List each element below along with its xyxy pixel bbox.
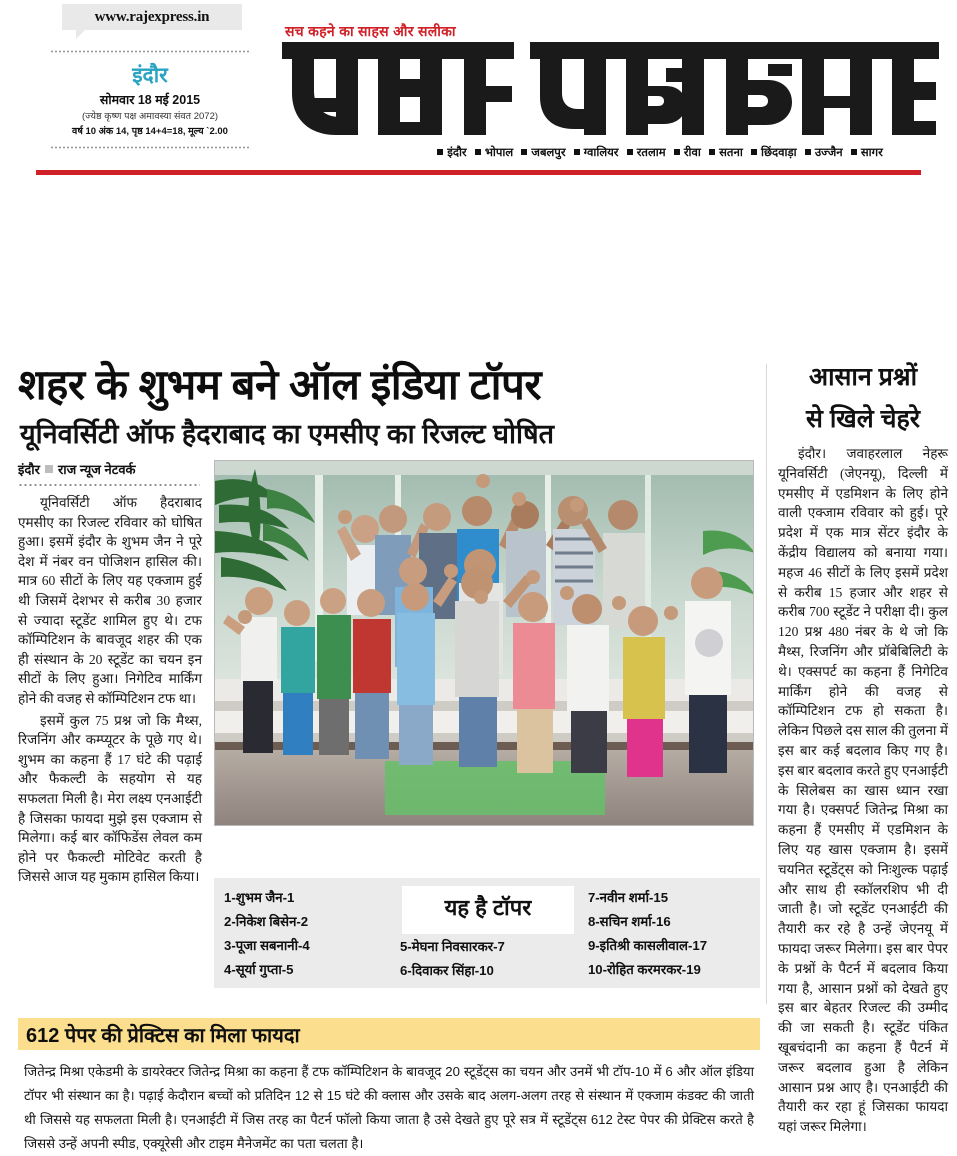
lead-subheadline: यूनिवर्सिटी ऑफ हैदराबाद का एमसीए का रिजल्ट घोषित bbox=[20, 419, 555, 449]
side-story-headline-line2: से खिले चेहरे bbox=[805, 405, 921, 433]
bullet-square-icon bbox=[674, 149, 680, 155]
city-item: रतलाम bbox=[636, 147, 666, 159]
topper-list-item: 10-रोहित करमरकर-19 bbox=[587, 962, 701, 977]
city-item: ग्वालियर bbox=[583, 147, 619, 159]
topper-list-item: 1-शुभम जैन-1 bbox=[224, 890, 295, 905]
bullet-square-icon bbox=[805, 149, 811, 155]
topper-list-item: 6-दिवाकर सिंहा-10 bbox=[399, 963, 494, 978]
byline-source: राज न्यूज नेटवर्क bbox=[57, 462, 136, 477]
newspaper-logo bbox=[278, 36, 943, 136]
band-story-title: 612 पेपर की प्रेक्टिस का मिला फायदा bbox=[26, 1024, 300, 1047]
city-item: छिंदवाड़ा bbox=[761, 147, 797, 159]
newspaper-tagline: सच कहने का साहस और सलीका bbox=[285, 23, 456, 39]
lead-columns bbox=[18, 460, 760, 889]
bullet-square-icon bbox=[437, 149, 443, 155]
city-item: सागर bbox=[860, 147, 883, 159]
bullet-square-icon bbox=[851, 149, 857, 155]
byline-dotted-rule bbox=[18, 483, 200, 487]
lead-photo-column bbox=[214, 460, 760, 889]
topper-list-item: 4-सूर्या गुप्ता-5 bbox=[224, 962, 294, 977]
bullet-square-icon bbox=[475, 149, 481, 155]
edition-issue-price: वर्ष 10 अंक 14, पृष्ठ 14+4=18, मूल्य `2.00 bbox=[72, 126, 228, 137]
band-story-body: जितेन्द्र मिश्रा एकेडमी के डायरेक्टर जितेन्द्र मिश्रा का कहना हैं टफ कॉम्पिटिशन के बावजूद 20 स्टूडेंट्स का चयन और उनमें भी टॉप-10 में 6 और ऑल इंडिया टॉपर भी संस्थान का है। पढ़ाई केदौरान बच्चों को प्रतिदिन 12 से 15 घंटे की क्लास और उसके बाद अलग-अलग तरह से संस्थान में एक्जाम कंडक्ट की जाती थी जिससे यह सफलता मिली है। एनआईटी में जिस तरह का पैटर्न फॉलो किया जाता है उसे देखते हुए पूरे सत्र में स्टूडेंट्स 612 टेस्ट पेपर की प्रेक्टिस करते है जिससे उन्हें अपनी स्पीड, एक्यूरेसी और टाइम मैनेजमेंट का पता चलता है। bbox=[24, 1064, 754, 1151]
edition-info-box bbox=[50, 48, 250, 151]
bullet-square-icon bbox=[574, 149, 580, 155]
masthead-red-rule bbox=[36, 170, 921, 175]
city-item: उज्जैन bbox=[814, 147, 843, 159]
side-story-paragraph: इंदौर। जवाहरलाल नेहरू यूनिवर्सिटी (जेएनयू), दिल्ली में एमसीए में एडमिशन के लिए होने वाली एक्जाम रविवार को हुई। पूरे प्रदेश में एक मात्र सेंटर इंदौर के केंद्रीय विद्यालय को बनाया गया। महज 46 सीटों के लिए इसमें प्रदेश से करीब 15 हजार और शहर से करीब 700 स्टूडेंट ने परीक्षा दी। कुल 120 प्रश्न 480 नंबर के थे जो कि मैथ्स, रिजनिंग और प्रॉबेबिलिटी के थे। एक्सपर्ट का कहना हैं निगेटिव मार्किंग होने की वजह से कॉम्पिटिशन टफ हो सकता है। लेकिन पिछले दस साल की तुलना में इस बार कई बदलाव किए गए है। इस बार बदलाव करते हुए एनआईटी के सिलेबस का खास ध्यान रखा गया है। एक्सपर्ट जितेन्द्र मिश्रा का कहना हैं एमसीए में एडमिशन के लिए यह खास एक्जाम है। इसमें चयनित स्टूडेंट्स को निःशुल्क पढ़ाई और साथ ही स्कॉलरशिप भी दी जाती है। जो स्टूडेंट एनआईटी की तैयारी कर रहे है उन्हें जेएनयू में फायदा जरूर मिलेगा। इस बार पेपर के प्रश्नों के पैटर्न में बदलाव किया गया है, आसान प्रश्नों को देखते हुए इस बार बेहतर रिजल्ट की उम्मीद की जा सकती है। स्टूडेंट पंकित खूबचंदानी का कहना हैं पैटर्न में जरूर बदलाव हुआ है लेकिन आसान प्रश्न आए है। एनआईटी की तैयारी कर रहा हूं जिसका फायदा यहां जरूर मिलेगा। bbox=[778, 446, 948, 1135]
city-item: इंदौर bbox=[447, 147, 467, 159]
toppers-panel bbox=[214, 878, 760, 988]
topper-list-item: 5-मेघना निवसारकर-7 bbox=[399, 939, 505, 954]
dotted-divider-bottom bbox=[50, 146, 250, 149]
side-story bbox=[778, 360, 948, 1137]
column-divider bbox=[766, 364, 767, 1004]
topper-list-item: 8-सचिन शर्मा-16 bbox=[587, 914, 671, 929]
band-highlight-bar bbox=[18, 1018, 760, 1050]
lead-story bbox=[18, 358, 760, 889]
topper-list-item: 2-निकेश बिसेन-2 bbox=[224, 914, 309, 929]
toppers-column-1 bbox=[214, 886, 396, 982]
bullet-square-icon bbox=[521, 149, 527, 155]
city-item: भोपाल bbox=[484, 147, 514, 159]
bullet-square-icon bbox=[627, 149, 633, 155]
topper-list-item: 3-पूजा सबनानी-4 bbox=[224, 938, 310, 953]
edition-city: इंदौर bbox=[132, 64, 168, 87]
byline-square-icon bbox=[45, 465, 53, 473]
city-item: सतना bbox=[719, 147, 743, 159]
lead-paragraph: यूनिवर्सिटी ऑफ हैदराबाद एमसीए का रिजल्ट रविवार को घोषित हुआ। इसमें इंदौर के शुभम जैन ने पूरे देश में नंबर वन पोजिशन हासिल की। मात्र 60 सीटों के लिए यह एक्जाम हुई थी जिसमें देशभर से करीब 30 हजार से ज्यादा स्टूडेंट शामिल हुए थे। टफ कॉम्पिटिशन के बावजूद शहर की एक ही संस्थान के 20 स्टूडेंट का चयन इन सीटों के लिए हुआ। निगेटिव मार्किंग होने की वजह से कॉम्पिटिशन टफ था। bbox=[18, 495, 202, 706]
toppers-column-2 bbox=[396, 886, 578, 983]
lead-headline: शहर के शुभम बने ऑल इंडिया टॉपर bbox=[18, 361, 542, 408]
edition-samvat: (ज्येष्ठ कृष्ण पक्ष अमावस्या संवत 2072) bbox=[81, 111, 219, 122]
byline bbox=[18, 460, 202, 480]
bullet-square-icon bbox=[751, 149, 757, 155]
topper-list-item: 7-नवीन शर्मा-15 bbox=[587, 890, 669, 905]
lead-paragraph: इसमें कुल 75 प्रश्न जो कि मैथ्स, रिजनिंग और कम्प्यूटर के पूछे गए थे। शुभम का कहना हैं 17 घंटे की पढ़ाई और फैकल्टी के सहयोग से यह सफलता मिली है। मेरा लक्ष्य एनआईटी है जिसका फायदा मुझे इस एक्जाम से मिलेगा। कई बार कॉफिडेंस लेवल कम होने पर फैकल्टी मोटिवेट करती है जिससे आज यह मुकाम हासिल किया। bbox=[18, 712, 202, 885]
bullet-square-icon bbox=[709, 149, 715, 155]
city-item: रीवा bbox=[683, 147, 701, 159]
students-group-photo bbox=[214, 460, 754, 826]
edition-cities-list bbox=[370, 145, 945, 160]
toppers-panel-title: यह है टॉपर bbox=[402, 886, 574, 934]
side-story-headline-line1: आसान प्रश्नों bbox=[808, 363, 918, 391]
topper-list-item: 9-इतिश्री कासलीवाल-17 bbox=[587, 938, 708, 953]
masthead bbox=[0, 0, 957, 168]
band-story bbox=[18, 1018, 760, 1156]
toppers-column-3 bbox=[578, 886, 760, 982]
city-item: जबलपुर bbox=[531, 147, 566, 159]
dotted-divider-top bbox=[50, 50, 250, 53]
lead-text-column bbox=[18, 460, 214, 889]
byline-place: इंदौर bbox=[18, 462, 40, 477]
edition-date: सोमवार 18 मई 2015 bbox=[99, 93, 201, 107]
website-url-tag[interactable]: www.rajexpress.in bbox=[62, 4, 242, 30]
